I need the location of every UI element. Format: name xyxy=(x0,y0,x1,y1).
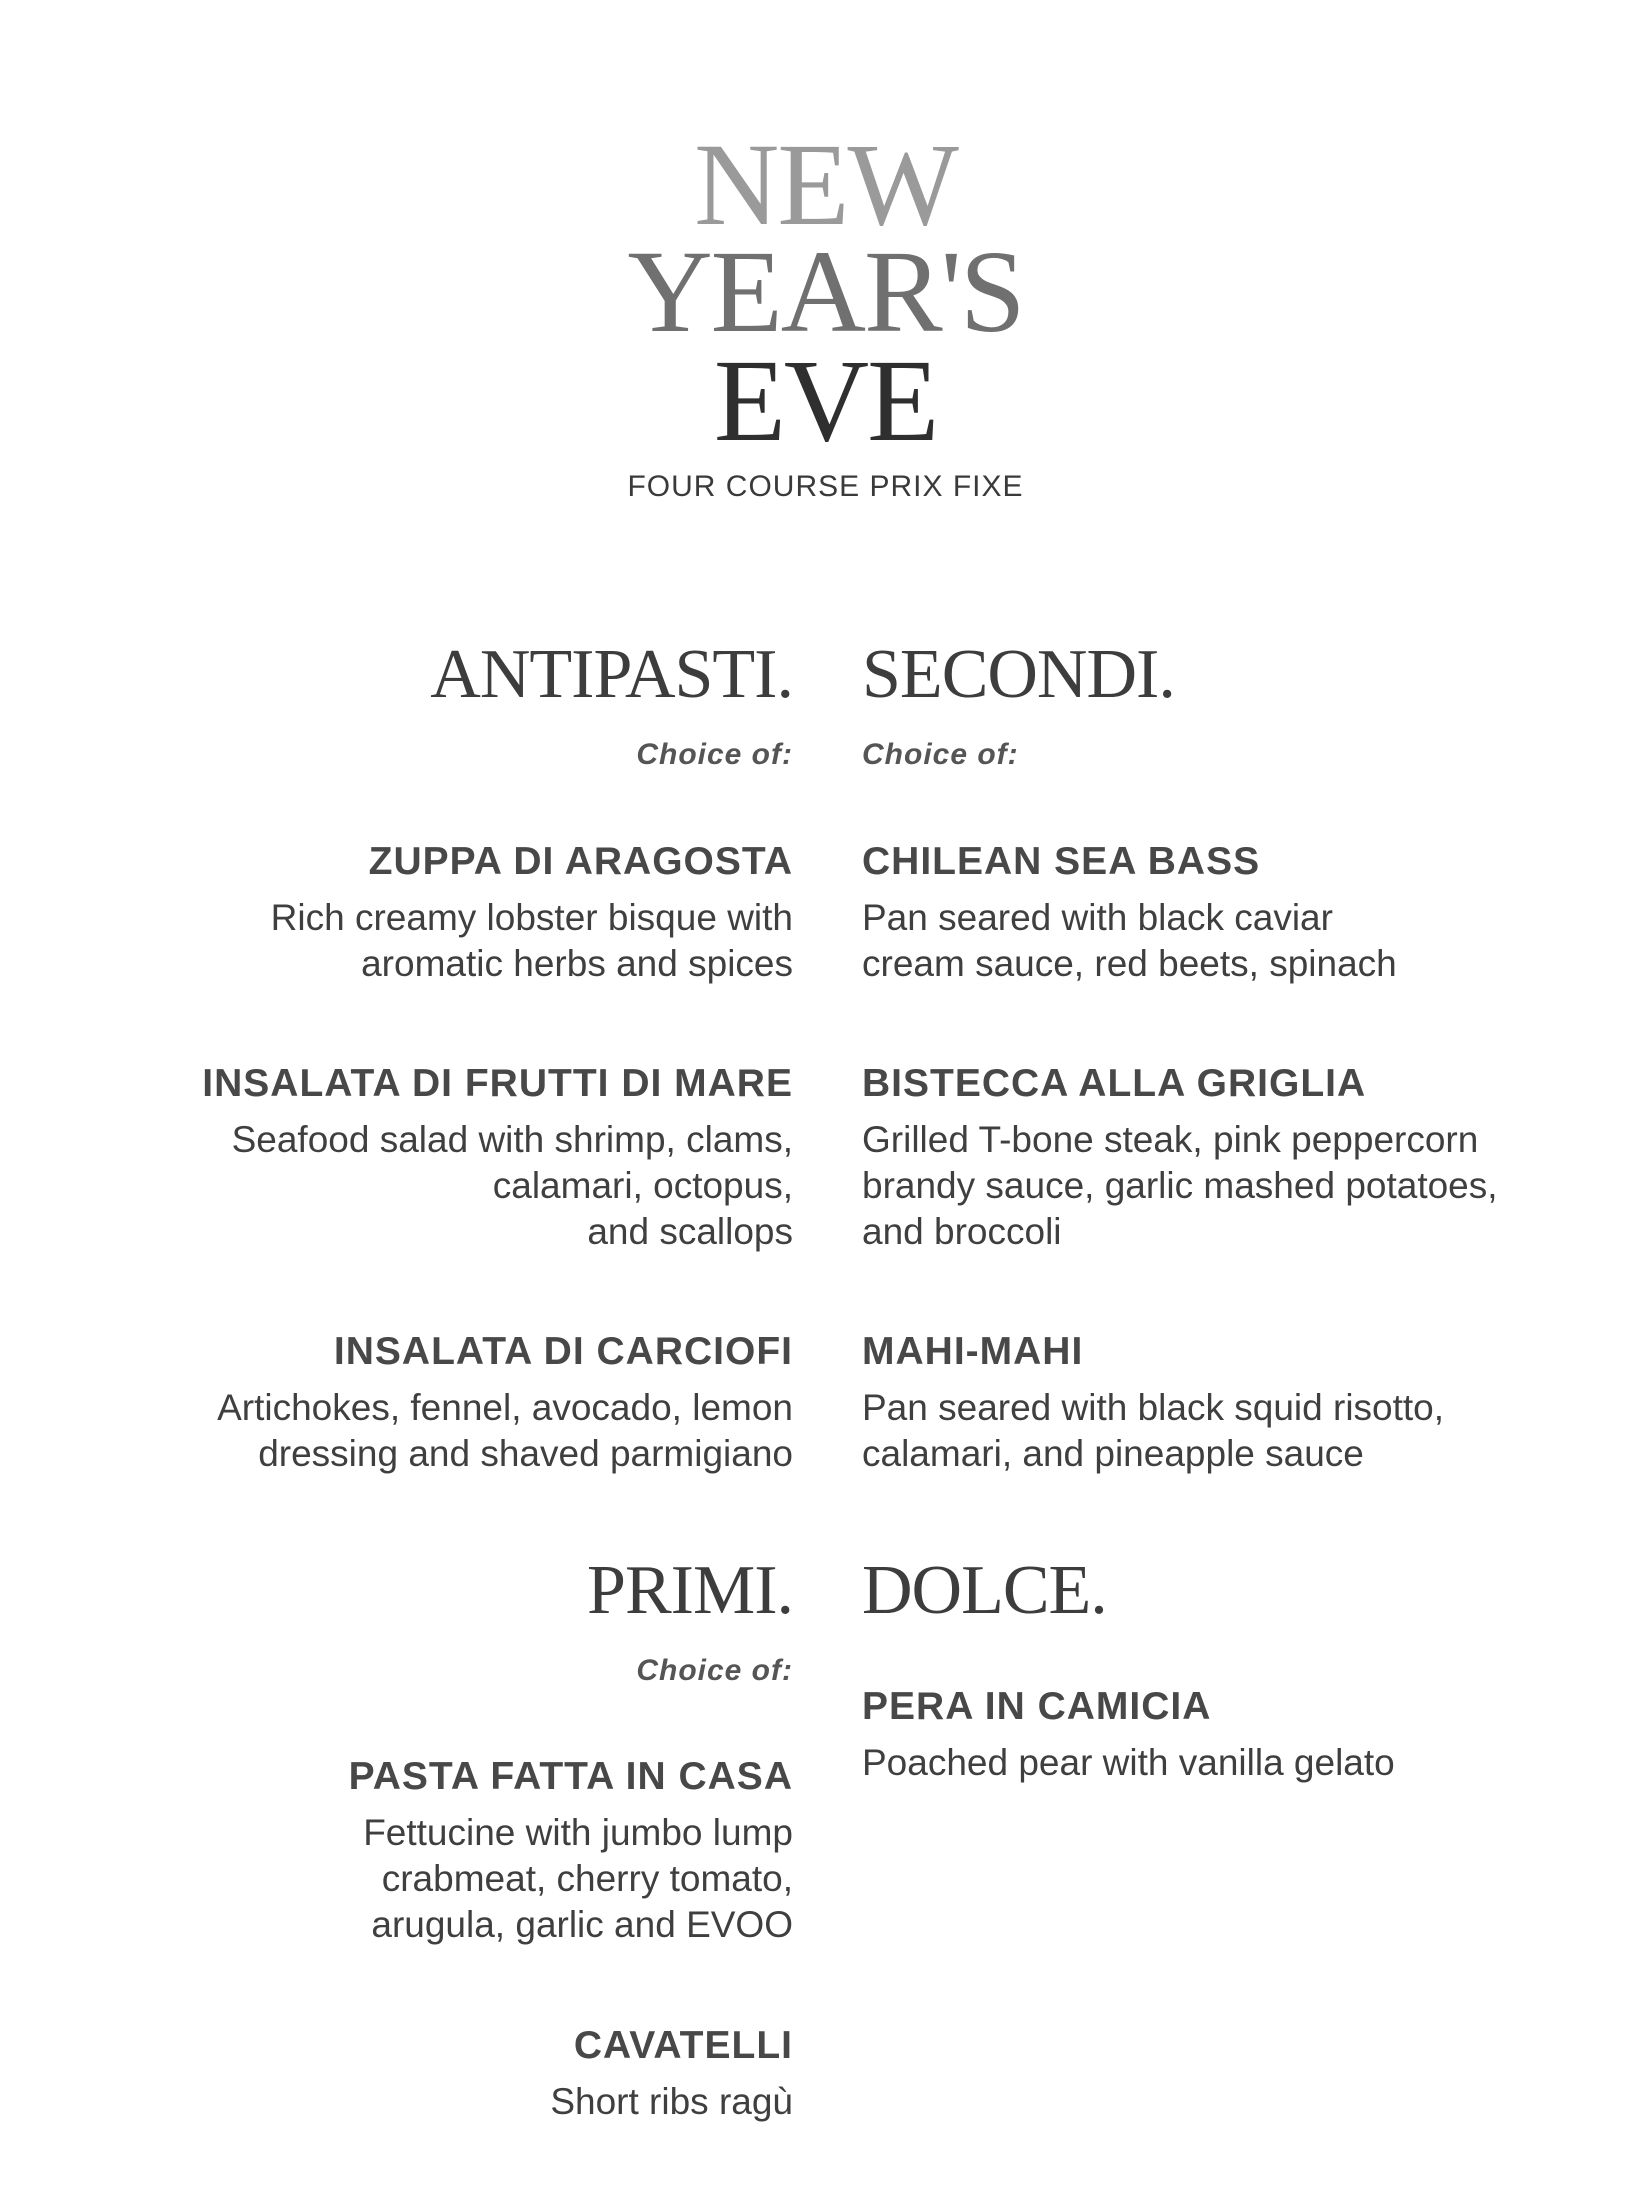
section-heading-dolce: DOLCE. xyxy=(862,1552,1107,1629)
section-heading-antipasti: ANTIPASTI. xyxy=(430,636,793,713)
item-description xyxy=(202,1117,793,1255)
item-name: INSALATA DI CARCIOFI xyxy=(333,1330,793,1373)
menu-item-insalata-di-carciofi xyxy=(217,1332,793,1477)
menu-item-mahi-mahi xyxy=(862,1332,1444,1477)
desc-line: Artichokes, fennel, avocado, lemon xyxy=(217,1387,793,1428)
desc-line: Fettucine with jumbo lump xyxy=(363,1812,793,1853)
title-new: NEW xyxy=(694,119,957,250)
desc-line: Pan seared with black squid risotto, xyxy=(862,1387,1445,1428)
choice-label-secondi: Choice of: xyxy=(862,738,1019,771)
desc-line: Grilled T-bone steak, pink peppercorn xyxy=(862,1119,1479,1160)
item-description xyxy=(862,1740,1395,1786)
desc-line: calamari, and pineapple sauce xyxy=(862,1433,1364,1474)
choice-label-primi: Choice of: xyxy=(636,1654,793,1687)
desc-line: and scallops xyxy=(587,1211,793,1252)
desc-line: Pan seared with black caviar xyxy=(862,897,1333,938)
item-description xyxy=(217,1385,793,1477)
desc-line: aromatic herbs and spices xyxy=(361,943,793,984)
item-description xyxy=(862,1385,1444,1477)
desc-line: calamari, octopus, xyxy=(492,1165,793,1206)
item-name: INSALATA DI FRUTTI DI MARE xyxy=(202,1062,793,1105)
item-name: BISTECCA ALLA GRIGLIA xyxy=(862,1062,1367,1105)
item-description xyxy=(349,1810,793,1948)
desc-line: cream sauce, red beets, spinach xyxy=(862,943,1397,984)
menu-item-cavatelli xyxy=(550,2026,793,2125)
title-years: YEAR'S xyxy=(627,226,1024,357)
desc-line: Rich creamy lobster bisque with xyxy=(270,897,793,938)
menu-item-chilean-sea-bass xyxy=(862,842,1397,987)
desc-line: crabmeat, cherry tomato, xyxy=(381,1858,793,1899)
desc-line: Seafood salad with shrimp, clams, xyxy=(231,1119,793,1160)
menu-item-pasta-fatta-in-casa xyxy=(349,1757,793,1948)
item-name: PERA IN CAMICIA xyxy=(862,1685,1212,1728)
choice-label-antipasti: Choice of: xyxy=(636,738,793,771)
item-description xyxy=(550,2079,793,2125)
item-description xyxy=(271,895,793,987)
item-description xyxy=(862,895,1397,987)
title-eve: EVE xyxy=(713,335,938,466)
menu-item-bistecca-alla-griglia xyxy=(862,1064,1498,1255)
desc-line: dressing and shaved parmigiano xyxy=(258,1433,793,1474)
item-name: CAVATELLI xyxy=(573,2024,793,2067)
menu-item-insalata-di-frutti-di-mare xyxy=(202,1064,793,1255)
desc-line: brandy sauce, garlic mashed potatoes, xyxy=(862,1165,1498,1206)
item-name: MAHI-MAHI xyxy=(862,1330,1084,1373)
item-name: ZUPPA DI ARAGOSTA xyxy=(368,840,793,883)
item-description xyxy=(862,1117,1498,1255)
desc-line: arugula, garlic and EVOO xyxy=(371,1904,793,1945)
menu-item-zuppa-di-aragosta xyxy=(271,842,793,987)
menu-item-pera-in-camicia xyxy=(862,1687,1395,1786)
item-name: PASTA FATTA IN CASA xyxy=(348,1755,793,1798)
desc-line: and broccoli xyxy=(862,1211,1062,1252)
desc-line: Short ribs ragù xyxy=(550,2081,793,2122)
desc-line: Poached pear with vanilla gelato xyxy=(862,1742,1395,1783)
section-heading-secondi: SECONDI. xyxy=(862,636,1175,713)
subtitle: FOUR COURSE PRIX FIXE xyxy=(627,470,1024,503)
item-name: CHILEAN SEA BASS xyxy=(862,840,1261,883)
section-heading-primi: PRIMI. xyxy=(587,1552,793,1629)
